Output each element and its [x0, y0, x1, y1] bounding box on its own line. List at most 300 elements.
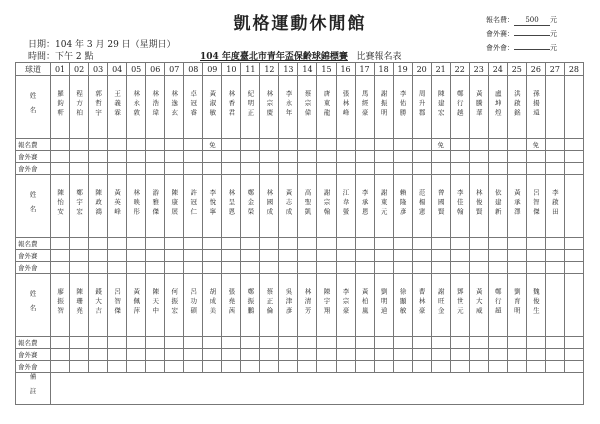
player-cell[interactable]: [526, 175, 545, 238]
player-cell[interactable]: [184, 175, 203, 238]
fee-cell[interactable]: [336, 250, 355, 262]
fee-cell[interactable]: [89, 151, 108, 163]
fee-cell[interactable]: [222, 337, 241, 349]
fee-cell[interactable]: [89, 163, 108, 175]
fee-cell[interactable]: [108, 238, 127, 250]
fee-cell[interactable]: [545, 337, 564, 349]
player-cell[interactable]: [317, 274, 336, 337]
fee-cell[interactable]: [450, 238, 469, 250]
fee-cell[interactable]: [89, 361, 108, 373]
fee-cell[interactable]: [51, 349, 70, 361]
fee-cell[interactable]: [184, 262, 203, 274]
fee-cell[interactable]: [355, 238, 374, 250]
fee-cell[interactable]: [412, 250, 431, 262]
player-cell[interactable]: [450, 175, 469, 238]
fee-cell[interactable]: [70, 337, 89, 349]
player-cell[interactable]: [70, 274, 89, 337]
fee-cell[interactable]: [317, 262, 336, 274]
fee-cell[interactable]: [260, 349, 279, 361]
fee-cell[interactable]: [450, 163, 469, 175]
player-cell[interactable]: [203, 175, 222, 238]
player-cell[interactable]: [298, 274, 317, 337]
fee-cell[interactable]: [127, 238, 146, 250]
fee-cell[interactable]: [203, 250, 222, 262]
fee-cell[interactable]: [127, 361, 146, 373]
fee-cell[interactable]: [184, 151, 203, 163]
fee-cell[interactable]: [241, 139, 260, 151]
fee-cell[interactable]: [374, 262, 393, 274]
fee-cell[interactable]: [222, 361, 241, 373]
fee-cell[interactable]: [279, 238, 298, 250]
fee-cell[interactable]: [298, 163, 317, 175]
fee-cell[interactable]: [317, 349, 336, 361]
fee-cell[interactable]: [526, 151, 545, 163]
fee-cell[interactable]: [222, 163, 241, 175]
remarks-cell[interactable]: [51, 373, 584, 405]
fee-cell[interactable]: [298, 262, 317, 274]
fee-cell[interactable]: [241, 361, 260, 373]
fee-cell[interactable]: [526, 349, 545, 361]
fee-cell[interactable]: [241, 238, 260, 250]
player-cell[interactable]: [108, 175, 127, 238]
fee-cell[interactable]: [488, 361, 507, 373]
fee-cell[interactable]: [526, 262, 545, 274]
player-cell[interactable]: [241, 76, 260, 139]
fee-cell[interactable]: [89, 262, 108, 274]
fee-cell[interactable]: [108, 163, 127, 175]
fee-cell[interactable]: [108, 250, 127, 262]
fee-cell[interactable]: [393, 250, 412, 262]
fee-cell[interactable]: [127, 250, 146, 262]
fee-cell[interactable]: [393, 337, 412, 349]
player-cell[interactable]: [564, 274, 583, 337]
player-cell[interactable]: [89, 76, 108, 139]
fee-cell[interactable]: [146, 163, 165, 175]
player-cell[interactable]: [374, 175, 393, 238]
player-cell[interactable]: [355, 175, 374, 238]
fee-cell[interactable]: [260, 361, 279, 373]
player-cell[interactable]: [355, 76, 374, 139]
fee-cell[interactable]: [298, 139, 317, 151]
fee-cell[interactable]: [336, 163, 355, 175]
fee-cell[interactable]: [279, 349, 298, 361]
player-cell[interactable]: [165, 175, 184, 238]
fee-cell[interactable]: [146, 349, 165, 361]
fee-cell[interactable]: 免: [526, 139, 545, 151]
fee-cell[interactable]: [241, 250, 260, 262]
player-cell[interactable]: [469, 76, 488, 139]
fee-cell[interactable]: [374, 151, 393, 163]
fee-cell[interactable]: [393, 139, 412, 151]
fee-cell[interactable]: [51, 151, 70, 163]
player-cell[interactable]: [507, 76, 526, 139]
fee-cell[interactable]: [431, 151, 450, 163]
fee-cell[interactable]: [507, 250, 526, 262]
player-cell[interactable]: [317, 175, 336, 238]
player-cell[interactable]: [89, 175, 108, 238]
fee-cell[interactable]: [298, 151, 317, 163]
player-cell[interactable]: [412, 76, 431, 139]
fee-cell[interactable]: [260, 337, 279, 349]
fee-cell[interactable]: [279, 151, 298, 163]
fee-cell[interactable]: [222, 262, 241, 274]
fee-cell[interactable]: [355, 163, 374, 175]
player-cell[interactable]: [336, 76, 355, 139]
fee-cell[interactable]: [469, 262, 488, 274]
fee-cell[interactable]: [393, 349, 412, 361]
player-cell[interactable]: [51, 175, 70, 238]
fee-cell[interactable]: [298, 337, 317, 349]
fee-cell[interactable]: [108, 139, 127, 151]
fee-cell[interactable]: [431, 250, 450, 262]
fee-cell[interactable]: [146, 139, 165, 151]
player-cell[interactable]: [431, 76, 450, 139]
fee-cell[interactable]: [488, 349, 507, 361]
fee-cell[interactable]: [507, 337, 526, 349]
fee-cell[interactable]: [336, 361, 355, 373]
fee-cell[interactable]: [469, 337, 488, 349]
fee-cell[interactable]: [431, 238, 450, 250]
fee-cell[interactable]: [298, 361, 317, 373]
player-cell[interactable]: [108, 274, 127, 337]
fee-cell[interactable]: [317, 250, 336, 262]
fee-cell[interactable]: [260, 139, 279, 151]
player-cell[interactable]: [564, 175, 583, 238]
fee-cell[interactable]: [146, 262, 165, 274]
player-cell[interactable]: [507, 175, 526, 238]
fee-cell[interactable]: [374, 349, 393, 361]
fee-cell[interactable]: [336, 349, 355, 361]
fee-cell[interactable]: [355, 151, 374, 163]
player-cell[interactable]: [222, 175, 241, 238]
fee-cell[interactable]: [488, 250, 507, 262]
player-cell[interactable]: [393, 76, 412, 139]
fee-cell[interactable]: [108, 337, 127, 349]
player-cell[interactable]: [355, 274, 374, 337]
fee-cell[interactable]: [393, 262, 412, 274]
player-cell[interactable]: [51, 76, 70, 139]
fee-cell[interactable]: [450, 337, 469, 349]
fee-cell[interactable]: [241, 337, 260, 349]
player-cell[interactable]: [393, 274, 412, 337]
fee-cell[interactable]: [526, 163, 545, 175]
fee-cell[interactable]: [469, 163, 488, 175]
player-cell[interactable]: [184, 274, 203, 337]
fee-cell[interactable]: [89, 238, 108, 250]
fee-cell[interactable]: [89, 349, 108, 361]
fee-cell[interactable]: [203, 349, 222, 361]
fee-cell[interactable]: [545, 139, 564, 151]
fee-cell[interactable]: [165, 337, 184, 349]
fee-cell[interactable]: [70, 250, 89, 262]
fee-cell[interactable]: [374, 139, 393, 151]
fee-cell[interactable]: [507, 139, 526, 151]
fee-cell[interactable]: [184, 250, 203, 262]
fee-cell[interactable]: [222, 151, 241, 163]
fee-cell[interactable]: [279, 250, 298, 262]
fee-cell[interactable]: [70, 139, 89, 151]
player-cell[interactable]: [260, 274, 279, 337]
fee-cell[interactable]: [374, 163, 393, 175]
player-cell[interactable]: [374, 274, 393, 337]
player-cell[interactable]: [336, 175, 355, 238]
fee-cell[interactable]: [450, 139, 469, 151]
fee-cell[interactable]: [146, 361, 165, 373]
fee-cell[interactable]: [298, 349, 317, 361]
player-cell[interactable]: [526, 76, 545, 139]
fee-cell[interactable]: [70, 361, 89, 373]
fee-cell[interactable]: [355, 250, 374, 262]
fee-cell[interactable]: [260, 151, 279, 163]
fee-cell[interactable]: [222, 139, 241, 151]
player-cell[interactable]: [279, 175, 298, 238]
player-cell[interactable]: [89, 274, 108, 337]
player-cell[interactable]: [469, 274, 488, 337]
fee-cell[interactable]: [89, 250, 108, 262]
player-cell[interactable]: [450, 76, 469, 139]
fee-cell[interactable]: [412, 361, 431, 373]
player-cell[interactable]: [545, 76, 564, 139]
fee-cell[interactable]: [70, 349, 89, 361]
fee-cell[interactable]: [507, 163, 526, 175]
fee-cell[interactable]: [279, 361, 298, 373]
fee-cell[interactable]: [355, 349, 374, 361]
fee-cell[interactable]: [241, 349, 260, 361]
fee-cell[interactable]: [355, 337, 374, 349]
fee-cell[interactable]: [317, 361, 336, 373]
fee-cell[interactable]: [412, 151, 431, 163]
player-cell[interactable]: [526, 274, 545, 337]
fee-cell[interactable]: [450, 262, 469, 274]
player-cell[interactable]: [165, 274, 184, 337]
fee-cell[interactable]: [469, 139, 488, 151]
player-cell[interactable]: [165, 76, 184, 139]
fee-cell[interactable]: [260, 163, 279, 175]
player-cell[interactable]: [241, 175, 260, 238]
fee-cell[interactable]: [108, 151, 127, 163]
player-cell[interactable]: [412, 175, 431, 238]
fee-cell[interactable]: [184, 238, 203, 250]
player-cell[interactable]: [127, 76, 146, 139]
fee-cell[interactable]: [507, 361, 526, 373]
player-cell[interactable]: [488, 76, 507, 139]
player-cell[interactable]: [469, 175, 488, 238]
fee-cell[interactable]: [222, 349, 241, 361]
fee-cell[interactable]: [165, 163, 184, 175]
fee-cell[interactable]: [127, 151, 146, 163]
fee-cell[interactable]: [165, 349, 184, 361]
fee-cell[interactable]: [108, 262, 127, 274]
fee-cell[interactable]: [488, 139, 507, 151]
fee-cell[interactable]: [317, 163, 336, 175]
fee-cell[interactable]: [336, 238, 355, 250]
fee-cell[interactable]: [564, 151, 583, 163]
fee-cell[interactable]: [488, 151, 507, 163]
player-cell[interactable]: [545, 175, 564, 238]
fee-cell[interactable]: [488, 337, 507, 349]
fee-cell[interactable]: [127, 139, 146, 151]
fee-cell[interactable]: [355, 139, 374, 151]
fee-cell[interactable]: [507, 151, 526, 163]
fee-cell[interactable]: [70, 262, 89, 274]
fee-cell[interactable]: [279, 262, 298, 274]
fee-cell[interactable]: [374, 337, 393, 349]
fee-cell[interactable]: [545, 163, 564, 175]
player-cell[interactable]: [393, 175, 412, 238]
fee-cell[interactable]: 免: [203, 139, 222, 151]
fee-cell[interactable]: [336, 337, 355, 349]
player-cell[interactable]: [203, 274, 222, 337]
fee-cell[interactable]: [450, 361, 469, 373]
fee-cell[interactable]: [89, 337, 108, 349]
fee-cell[interactable]: [545, 361, 564, 373]
fee-cell[interactable]: [146, 151, 165, 163]
player-cell[interactable]: [184, 76, 203, 139]
fee-cell[interactable]: [412, 349, 431, 361]
fee-cell[interactable]: [222, 238, 241, 250]
fee-cell[interactable]: [374, 250, 393, 262]
fee-cell[interactable]: [260, 250, 279, 262]
player-cell[interactable]: [450, 274, 469, 337]
player-cell[interactable]: [260, 76, 279, 139]
player-cell[interactable]: [545, 274, 564, 337]
fee-cell[interactable]: [564, 361, 583, 373]
fee-cell[interactable]: [260, 262, 279, 274]
fee-cell[interactable]: [317, 151, 336, 163]
fee-cell[interactable]: [355, 361, 374, 373]
fee-cell[interactable]: [412, 139, 431, 151]
fee-cell[interactable]: [51, 262, 70, 274]
fee-cell[interactable]: [203, 151, 222, 163]
fee-cell[interactable]: [241, 151, 260, 163]
player-cell[interactable]: [488, 274, 507, 337]
fee-cell[interactable]: [279, 337, 298, 349]
fee-cell[interactable]: [51, 361, 70, 373]
fee-cell[interactable]: [564, 250, 583, 262]
fee-cell[interactable]: [70, 151, 89, 163]
fee-cell[interactable]: [184, 139, 203, 151]
player-cell[interactable]: [51, 274, 70, 337]
fee-cell[interactable]: [70, 238, 89, 250]
fee-cell[interactable]: [507, 238, 526, 250]
player-cell[interactable]: [279, 76, 298, 139]
player-cell[interactable]: [146, 175, 165, 238]
fee-cell[interactable]: [412, 262, 431, 274]
fee-cell[interactable]: [336, 151, 355, 163]
fee-cell[interactable]: [108, 349, 127, 361]
player-cell[interactable]: [374, 76, 393, 139]
fee-cell[interactable]: [260, 238, 279, 250]
fee-cell[interactable]: [279, 139, 298, 151]
fee-cell[interactable]: [70, 163, 89, 175]
fee-cell[interactable]: [336, 262, 355, 274]
fee-cell[interactable]: [51, 238, 70, 250]
fee-cell[interactable]: 免: [431, 139, 450, 151]
fee-cell[interactable]: [241, 262, 260, 274]
player-cell[interactable]: [336, 274, 355, 337]
fee-cell[interactable]: [203, 238, 222, 250]
player-cell[interactable]: [70, 175, 89, 238]
fee-cell[interactable]: [165, 238, 184, 250]
fee-cell[interactable]: [507, 262, 526, 274]
fee-cell[interactable]: [507, 349, 526, 361]
fee-cell[interactable]: [165, 262, 184, 274]
fee-cell[interactable]: [488, 238, 507, 250]
fee-cell[interactable]: [450, 250, 469, 262]
fee-cell[interactable]: [51, 250, 70, 262]
player-cell[interactable]: [564, 76, 583, 139]
fee-cell[interactable]: [564, 163, 583, 175]
fee-cell[interactable]: [184, 163, 203, 175]
fee-cell[interactable]: [564, 139, 583, 151]
fee-cell[interactable]: [203, 361, 222, 373]
fee-cell[interactable]: [488, 262, 507, 274]
fee-cell[interactable]: [317, 238, 336, 250]
player-cell[interactable]: [146, 274, 165, 337]
fee-cell[interactable]: [469, 349, 488, 361]
fee-cell[interactable]: [184, 337, 203, 349]
player-cell[interactable]: [317, 76, 336, 139]
fee-cell[interactable]: [317, 139, 336, 151]
fee-cell[interactable]: [488, 163, 507, 175]
fee-cell[interactable]: [165, 139, 184, 151]
fee-cell[interactable]: [564, 238, 583, 250]
fee-cell[interactable]: [393, 163, 412, 175]
fee-cell[interactable]: [469, 361, 488, 373]
fee-cell[interactable]: [564, 262, 583, 274]
fee-cell[interactable]: [545, 349, 564, 361]
fee-cell[interactable]: [127, 349, 146, 361]
fee-cell[interactable]: [545, 238, 564, 250]
fee-cell[interactable]: [412, 238, 431, 250]
fee-cell[interactable]: [450, 151, 469, 163]
fee-cell[interactable]: [336, 139, 355, 151]
fee-cell[interactable]: [127, 337, 146, 349]
fee-cell[interactable]: [526, 361, 545, 373]
player-cell[interactable]: [412, 274, 431, 337]
fee-cell[interactable]: [431, 337, 450, 349]
fee-cell[interactable]: [431, 361, 450, 373]
fee-cell[interactable]: [184, 349, 203, 361]
fee-cell[interactable]: [469, 250, 488, 262]
player-cell[interactable]: [127, 175, 146, 238]
player-cell[interactable]: [507, 274, 526, 337]
fee-cell[interactable]: [146, 250, 165, 262]
fee-cell[interactable]: [279, 163, 298, 175]
fee-cell[interactable]: [51, 337, 70, 349]
fee-cell[interactable]: [146, 238, 165, 250]
fee-cell[interactable]: [526, 250, 545, 262]
fee-cell[interactable]: [564, 349, 583, 361]
fee-cell[interactable]: [526, 238, 545, 250]
fee-cell[interactable]: [545, 151, 564, 163]
player-cell[interactable]: [431, 175, 450, 238]
fee-cell[interactable]: [374, 361, 393, 373]
fee-cell[interactable]: [127, 262, 146, 274]
player-cell[interactable]: [70, 76, 89, 139]
fee-cell[interactable]: [165, 361, 184, 373]
fee-cell[interactable]: [545, 250, 564, 262]
fee-cell[interactable]: [203, 262, 222, 274]
player-cell[interactable]: [222, 76, 241, 139]
fee-cell[interactable]: [526, 337, 545, 349]
fee-cell[interactable]: [412, 337, 431, 349]
player-cell[interactable]: [241, 274, 260, 337]
player-cell[interactable]: [279, 274, 298, 337]
player-cell[interactable]: [298, 175, 317, 238]
fee-cell[interactable]: [431, 163, 450, 175]
player-cell[interactable]: [127, 274, 146, 337]
